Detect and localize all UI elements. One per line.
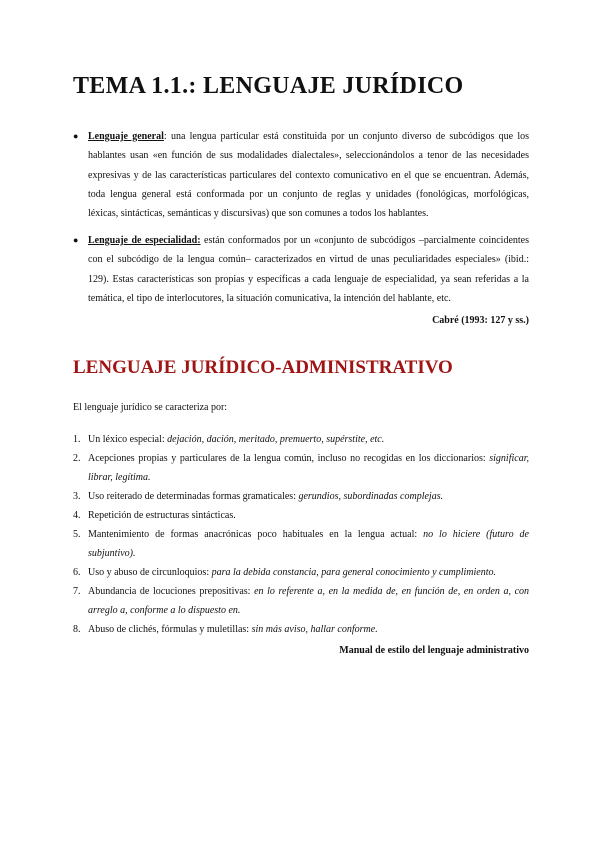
definition-term: Lenguaje de especialidad: (88, 234, 201, 246)
feature-text: Un léxico especial: (88, 434, 168, 446)
feature-item (73, 582, 529, 620)
bullet-icon: ● (73, 234, 79, 245)
item-number: 6. (73, 567, 81, 579)
definition-separator: : (163, 130, 171, 142)
feature-examples: para la debida constancia, para general conocimiento y cumplimiento. (211, 567, 496, 579)
feature-examples: en lo referente a, en la medida de, en función de, en orden a, con arreglo a, conforme a lo dispuesto en. (88, 586, 530, 617)
features-list (73, 430, 529, 639)
feature-examples: gerundios, subordinadas complejas. (298, 491, 444, 503)
feature-item (73, 525, 529, 563)
item-number: 8. (73, 624, 81, 636)
feature-text: Abuso de clichés, fórmulas y muletillas: (88, 624, 252, 636)
bullet-icon: ● (73, 130, 79, 141)
item-number: 5. (73, 529, 81, 541)
feature-examples: sin más aviso, hallar conforme. (251, 624, 378, 636)
feature-examples: dejación, dación, meritado, premuerto, supérstite, etc. (167, 434, 385, 446)
item-number: 7. (73, 586, 81, 598)
source-citation: Manual de estilo del lenguaje administrativo (339, 645, 529, 657)
feature-examples: no lo hiciere (futuro de subjuntivo). (88, 529, 529, 560)
feature-text: Mantenimiento de formas anacrónicas poco habituales en la lengua actual: (88, 529, 424, 541)
feature-text: Acepciones propias y particulares de la lengua común, incluso no recogidas en los diccionarios: (88, 453, 490, 465)
definition-text: están conformados por un «conjunto de subcódigos –parcialmente coincidentes con el subcódigo de la lengua común– caracterizados en virtud de unas peculiaridades especiales» (ibid.: 129). Estas características son propias y específicas a cada lenguaje de especialidad, ya sean referidas a la temática, el tipo de interlocutores, la situación comunicativa, la intención del hablante, etc. (88, 234, 530, 305)
intro-text: El lenguaje jurídico se caracteriza por: (73, 402, 228, 414)
feature-item (73, 430, 529, 449)
feature-text: Abundancia de locuciones prepositivas: (88, 586, 255, 598)
feature-item (73, 506, 529, 525)
page-title: TEMA 1.1.: LENGUAJE JURÍDICO (73, 73, 464, 99)
feature-text: Uso y abuso de circunloquios: (88, 567, 212, 579)
definition-term: Lenguaje general (88, 130, 164, 142)
item-number: 3. (73, 491, 81, 503)
feature-text: Uso reiterado de determinadas formas gramaticales: (88, 491, 299, 503)
feature-item (73, 487, 529, 506)
feature-text: Repetición de estructuras sintácticas. (88, 510, 236, 522)
definitions-list (73, 127, 529, 309)
section-title: LENGUAJE JURÍDICO-ADMINISTRATIVO (73, 357, 453, 379)
definition-text: una lengua particular está constituida por un conjunto diverso de subcódigos que los hablantes usan «en función de sus modalidades dialectales», seleccionándolos a tenor de las necesidades expresivas y de las características particulares del contexto comunicativo en el que se encuentran. Además, toda lengua general está conformada por un conjunto de reglas y unidades (fonológicas, morfológicas, léxicas, sintácticas, semánticas y discursivas) que son comunes a todos los hablantes. (88, 130, 530, 220)
feature-examples: significar, librar, legítima. (88, 453, 529, 484)
item-number: 4. (73, 510, 81, 522)
definition-general (73, 127, 529, 224)
definition-especialidad (73, 231, 529, 309)
feature-item (73, 449, 529, 487)
citation: Cabré (1993: 127 y ss.) (432, 315, 529, 327)
item-number: 2. (73, 453, 81, 465)
feature-item (73, 620, 529, 639)
item-number: 1. (73, 434, 81, 446)
feature-item (73, 563, 529, 582)
